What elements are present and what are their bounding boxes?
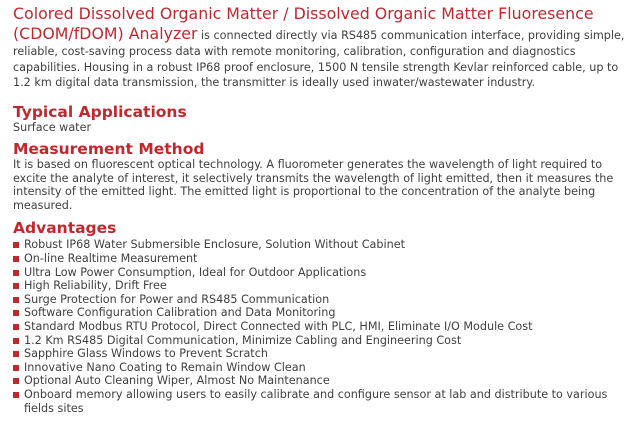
- list-item-text: Ultra Low Power Consumption, Ideal for Outdoor Applications: [24, 265, 367, 279]
- list-item: [13, 238, 633, 252]
- list-item-text: Software Configuration Calibration and Data Monitoring: [24, 306, 336, 320]
- bullet-square-icon: [13, 324, 19, 330]
- bullet-square-icon: [13, 297, 19, 303]
- bullet-square-icon: [13, 365, 19, 371]
- bullet-square-icon: [13, 270, 19, 276]
- applications-text: Surface water: [13, 120, 92, 134]
- list-item: [13, 306, 633, 320]
- list-item: [13, 388, 633, 415]
- bullet-square-icon: [13, 310, 19, 316]
- list-item: [13, 361, 633, 375]
- product-description: [13, 4, 633, 415]
- bullet-square-icon: [13, 283, 19, 289]
- list-item-text: High Reliability, Drift Free: [24, 279, 167, 293]
- list-item: [13, 320, 633, 334]
- applications-heading: Typical Applications: [13, 102, 187, 121]
- intro-paragraph: [13, 4, 633, 91]
- bullet-square-icon: [13, 256, 19, 262]
- list-item: [13, 252, 633, 266]
- product-title-line1: Colored Dissolved Organic Matter / Dissolved Organic Matter Fluoresence: [13, 4, 594, 23]
- product-title-line2: (CDOM/fDOM) Analyzer: [13, 24, 198, 43]
- list-item: [13, 279, 633, 293]
- list-item-text: Standard Modbus RTU Protocol, Direct Connected with PLC, HMI, Eliminate I/O Module Cost: [24, 320, 533, 334]
- list-item-text: 1.2 Km RS485 Digital Communication, Minimize Cabling and Engineering Cost: [24, 333, 462, 347]
- list-item: [13, 293, 633, 307]
- advantages-heading: Advantages: [13, 219, 117, 238]
- list-item: [13, 266, 633, 280]
- list-item-text: Robust IP68 Water Submersible Enclosure, Solution Without Cabinet: [24, 238, 405, 252]
- list-item: [13, 334, 633, 348]
- bullet-square-icon: [13, 392, 19, 398]
- list-item-text: Onboard memory allowing users to easily calibrate and configure sensor at lab and distribute to various fields sites: [24, 388, 608, 415]
- list-item-text: Surge Protection for Power and RS485 Communication: [24, 292, 330, 306]
- list-item: [13, 347, 633, 361]
- list-item-text: Sapphire Glass Windows to Prevent Scratch: [24, 347, 268, 361]
- bullet-square-icon: [13, 242, 19, 248]
- bullet-square-icon: [13, 338, 19, 344]
- method-heading: Measurement Method: [13, 140, 205, 159]
- bullet-square-icon: [13, 378, 19, 384]
- bullet-square-icon: [13, 351, 19, 357]
- list-item-text: On-line Realtime Measurement: [24, 252, 198, 266]
- intro-text: is connected directly via RS485 communication interface, providing simple, reliable, cost-saving process data with remote monitoring, calibration, configuration and diagnostics capabilities. Housing in a robust IP68 proof enclosure, 1500 N tensile strength Kevlar reinforced cable, up to 1.2 km digital data transmission, the transmitter is ideally used inwater/wastewater industry.: [13, 29, 625, 89]
- list-item: [13, 374, 633, 388]
- advantages-list: [13, 238, 633, 415]
- list-item-text: Innovative Nano Coating to Remain Window Clean: [24, 360, 306, 374]
- list-item-text: Optional Auto Cleaning Wiper, Almost No Maintenance: [24, 374, 330, 388]
- method-text: It is based on fluorescent optical technology. A fluorometer generates the wavelength of light required to excite the analyte of interest, it selectively transmits the wavelength of light emitted, then it measures the intensity of the emitted light. The emitted light is proportional to the concentration of the analyte being measured.: [13, 158, 614, 212]
